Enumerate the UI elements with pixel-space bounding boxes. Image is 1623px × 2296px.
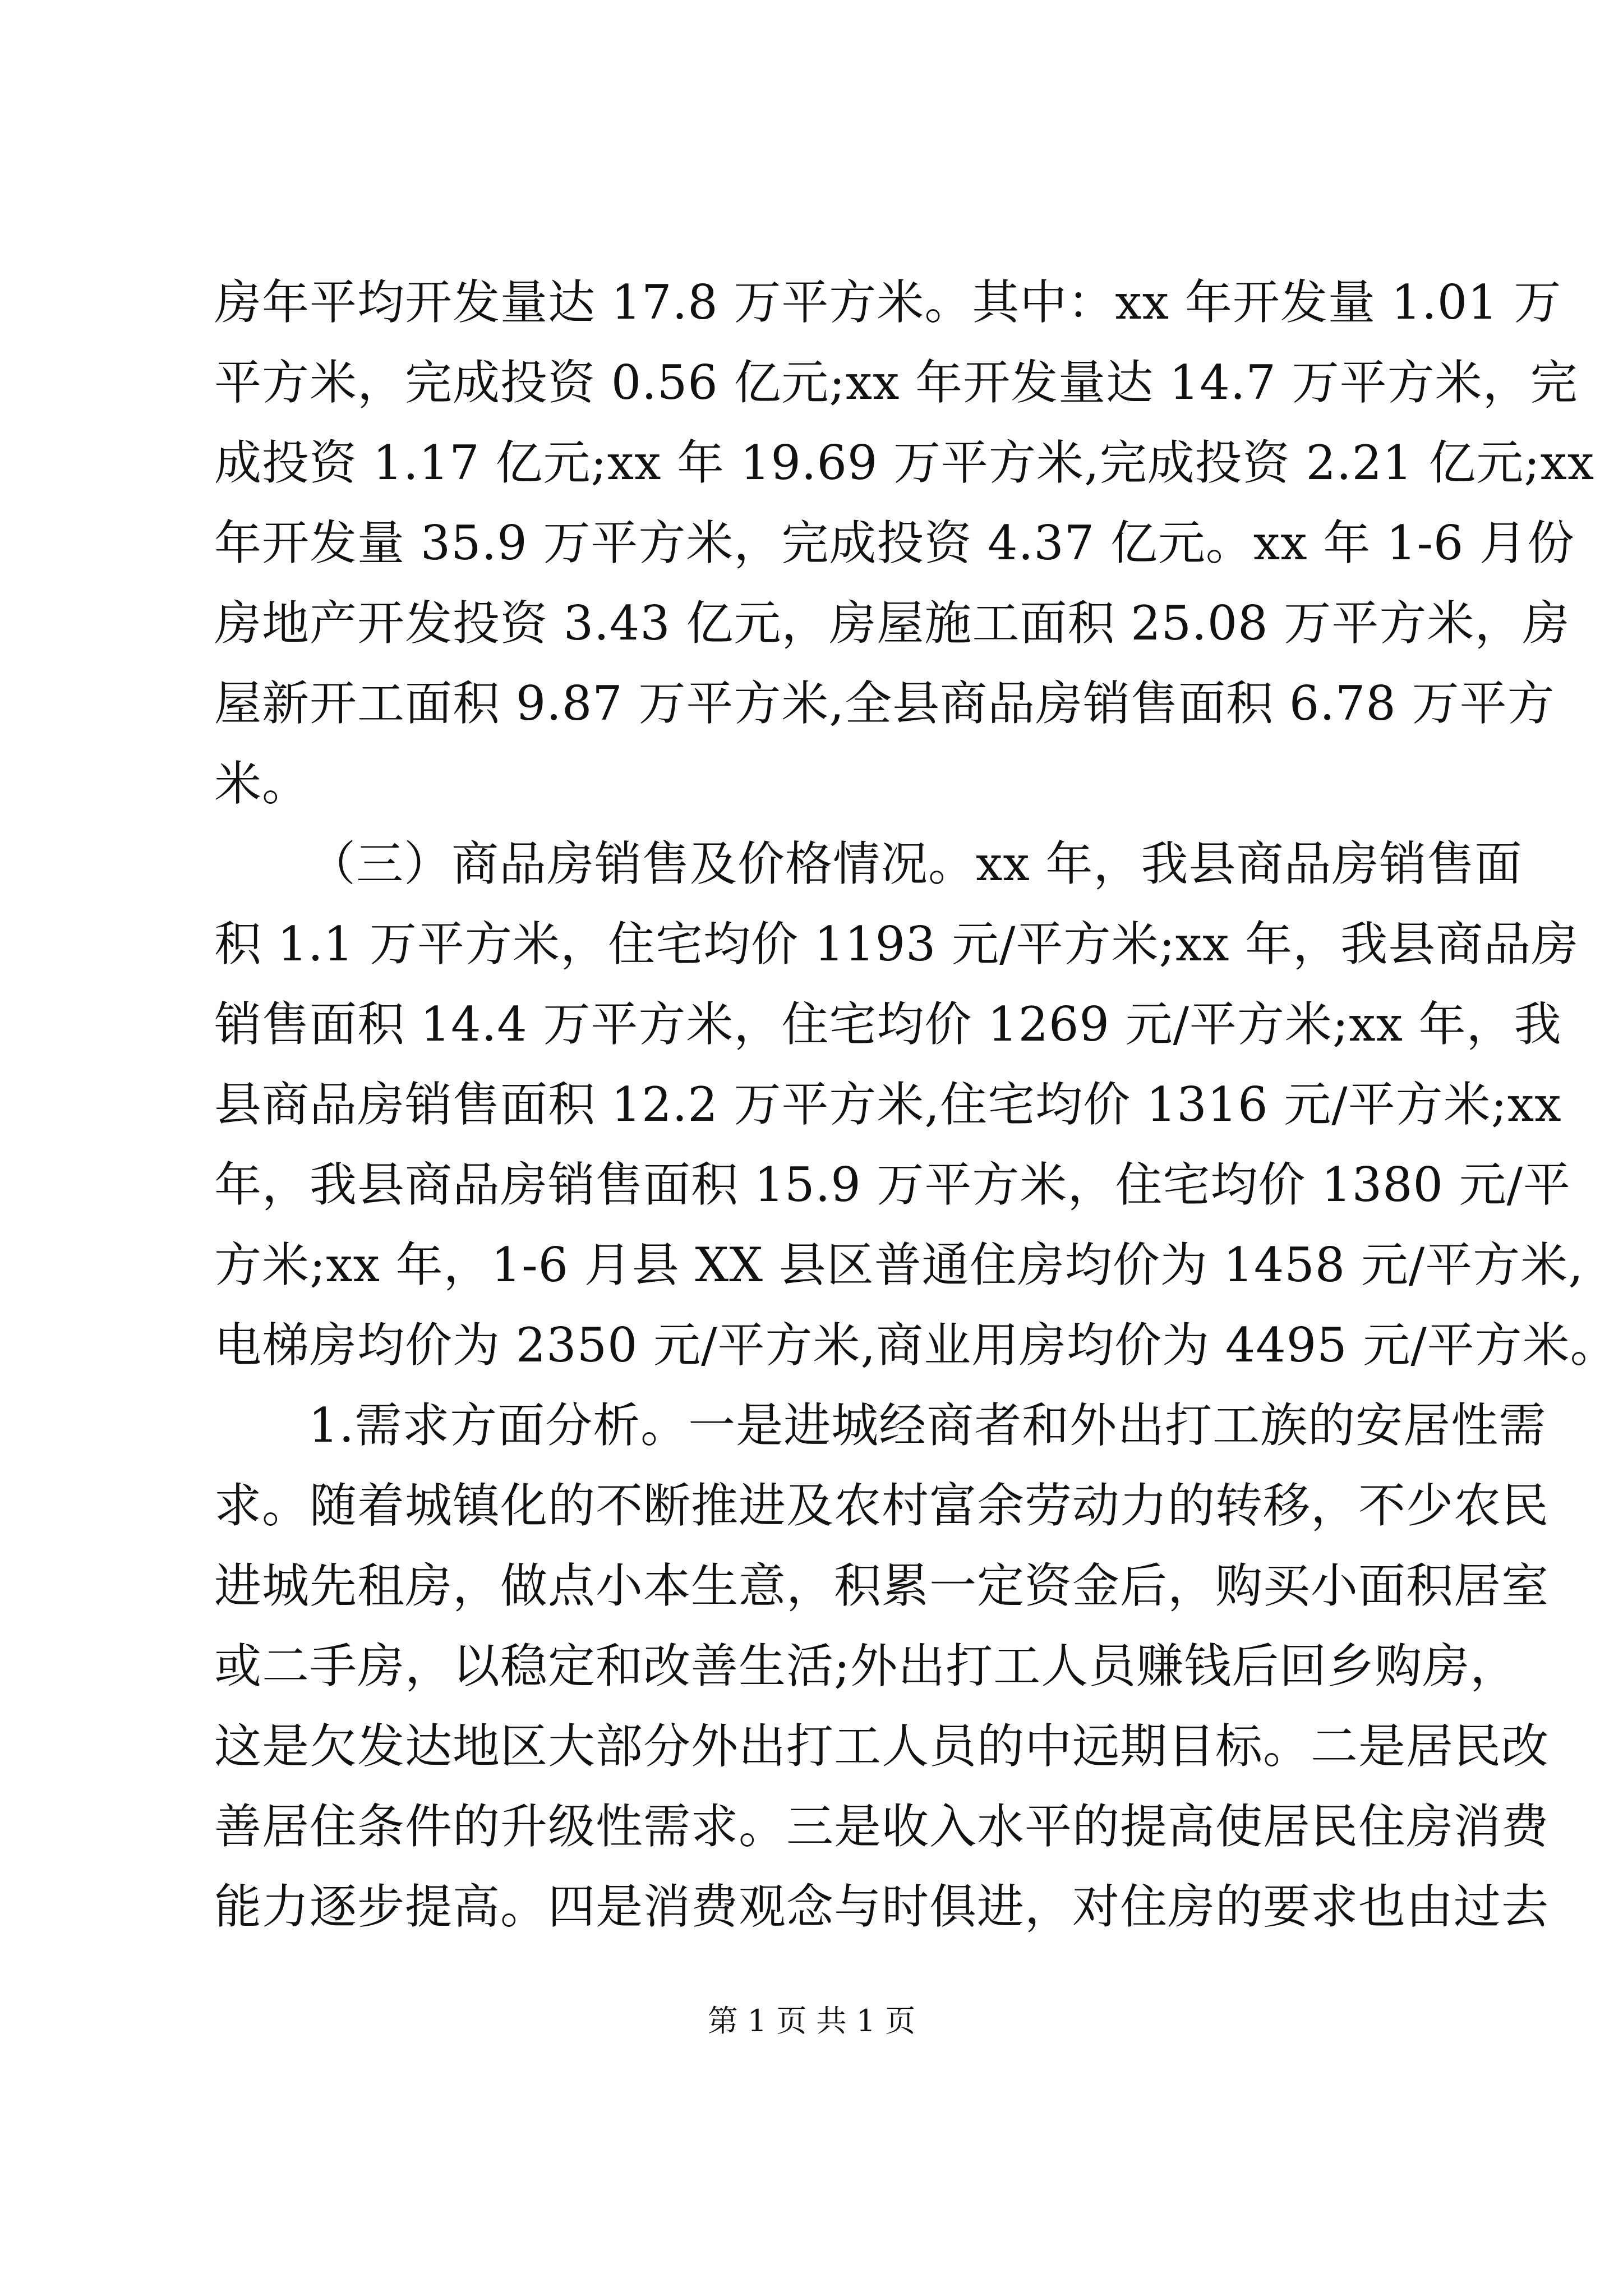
text-line: 房地产开发投资 3.43 亿元，房屋施工面积 25.08 万平方米，房 bbox=[214, 596, 1570, 651]
text-line: 这是欠发达地区大部分外出打工人员的中远期目标。二是居民改 bbox=[214, 1719, 1550, 1774]
text-line: 屋新开工面积 9.87 万平方米,全县商品房销售面积 6.78 万平方 bbox=[214, 676, 1555, 731]
text-line: 年开发量 35.9 万平方米，完成投资 4.37 亿元。xx 年 1-6 月份 bbox=[214, 516, 1575, 570]
text-line: 米。 bbox=[214, 756, 310, 811]
text-line: 县商品房销售面积 12.2 万平方米,住宅均价 1316 元/平方米;xx bbox=[214, 1077, 1562, 1132]
text-line: 进城先租房，做点小本生意，积累一定资金后，购买小面积居室 bbox=[214, 1558, 1550, 1613]
text-line: 求。随着城镇化的不断推进及农村富余劳动力的转移，不少农民 bbox=[214, 1478, 1550, 1533]
page-footer: 第 1 页 共 1 页 bbox=[707, 2003, 916, 2039]
text-line: 平方米，完成投资 0.56 亿元;xx 年开发量达 14.7 万平方米，完 bbox=[214, 355, 1578, 410]
text-line: 方米;xx 年，1-6 月县 XX 县区普通住房均价为 1458 元/平方米, bbox=[214, 1237, 1584, 1292]
text-line: 房年平均开发量达 17.8 万平方米。其中：xx 年开发量 1.01 万 bbox=[214, 275, 1562, 330]
text-line: 能力逐步提高。四是消费观念与时俱进，对住房的要求也由过去 bbox=[214, 1879, 1550, 1934]
text-line: 善居住条件的升级性需求。三是收入水平的提高使居民住房消费 bbox=[214, 1799, 1550, 1854]
text-line: 积 1.1 万平方米，住宅均价 1193 元/平方米;xx 年，我县商品房 bbox=[214, 917, 1579, 972]
body-text bbox=[214, 263, 1618, 1947]
text-line: 销售面积 14.4 万平方米，住宅均价 1269 元/平方米;xx 年，我 bbox=[214, 997, 1562, 1052]
text-line: 年，我县商品房销售面积 15.9 万平方米，住宅均价 1380 元/平 bbox=[214, 1157, 1571, 1212]
section-heading-line: （三）商品房销售及价格情况。xx 年，我县商品房销售面 bbox=[308, 836, 1523, 891]
paragraph-start-line: 1.需求方面分析。一是进城经商者和外出打工族的安居性需 bbox=[308, 1398, 1547, 1453]
text-line: 或二手房，以稳定和改善生活;外出打工人员赚钱后回乡购房， bbox=[214, 1639, 1518, 1694]
text-line: 电梯房均价为 2350 元/平方米,商业用房均价为 4495 元/平方米。 bbox=[214, 1318, 1618, 1373]
text-line: 成投资 1.17 亿元;xx 年 19.69 万平方米,完成投资 2.21 亿元;xx bbox=[214, 435, 1595, 490]
